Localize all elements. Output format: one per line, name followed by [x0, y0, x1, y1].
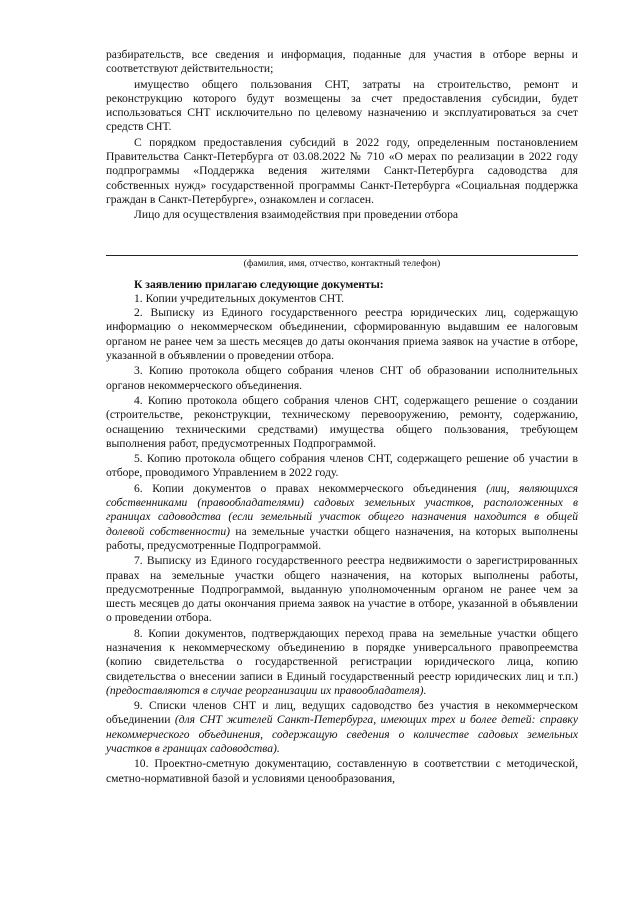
item-text: 8. Копии документов, подтверждающих переход права на земельные участки общего назначения к некоммерческому объединению в порядке универсального правопреемства (копию свидетельства о государственной регистрации юридического лица, копию свидетельства о внесении записи в Единый государственный реестр юридических лиц и т.п.) — [106, 626, 578, 683]
list-item: 3. Копию протокола общего собрания членов СНТ об образовании исполнительных органов некоммерческого объединения. — [106, 364, 578, 392]
list-item: 4. Копию протокола общего собрания членов СНТ, содержащего решение о создании (строительстве, реконструкции, техническому перевооружению, ремонту, содержанию, оснащению техническими средствами) имущества общего пользования, требующем выполнения работ, предусмотренных Подпрограммой. — [106, 393, 578, 450]
list-item: 5. Копию протокола общего собрания членов СНТ, содержащего решение об участии в отборе, проводимого Управлением в 2022 году. — [106, 452, 578, 480]
item-italic-text: (предоставляются в случае реорганизации их правообладателя). — [106, 683, 427, 697]
item-text: 9. Списки членов СНТ и лиц, ведущих садоводство без участия в некоммерческом объединении — [106, 699, 578, 727]
item-italic-text: (для СНТ жителей Санкт-Петербурга, имеющих трех и более детей: справку некоммерческого объединения, содержащую сведения о количестве садовых земельных участков в границах садоводства). — [106, 713, 578, 756]
paragraph-contact-person: Лицо для осуществления взаимодействия при проведении отбора — [134, 208, 459, 222]
list-item — [106, 627, 578, 698]
item-italic-text: (лиц, являющихся собственниками (правообладателями) садовых земельных участков, расположенных в границах садоводства (если земельный участок общего назначения находится в общей долевой собственности) — [106, 481, 578, 538]
item-text: 6. Копии документов о правах некоммерческого объединения — [134, 481, 487, 495]
paragraph-declaration-end: разбирательств, все сведения и информация, поданные для участия в отборе верны и соответствуют действительности; — [106, 48, 578, 76]
list-item: 10. Проектно-сметную документацию, составленную в соответствии с методической, сметно-нормативной базой и условиями ценообразования, — [106, 757, 578, 785]
paragraph-property-use: имущество общего пользования СНТ, затраты на строительство, ремонт и реконструкцию которого будут возмещены за счет предоставления субсидии, будет использоваться СНТ исключительно по целевому назначению и эксплуатироваться за счет средств СНТ. — [106, 77, 578, 134]
list-item: 2. Выписку из Единого государственного реестра юридических лиц, содержащую информацию о некоммерческом объединении, сформированную выдавшим ее налоговым органом не ранее чем за шесть месяцев до даты окончания приема заявок на участие в отборе, указанной в объявлении о проведении отбора. — [106, 306, 578, 363]
list-item — [106, 699, 578, 756]
signature-caption: (фамилия, имя, отчество, контактный телефон) — [243, 257, 441, 269]
contact-fill-space — [106, 223, 578, 255]
signature-line — [106, 255, 578, 256]
attachments-heading: К заявлению прилагаю следующие документы: — [134, 277, 384, 291]
list-item: 1. Копии учредительных документов СНТ. — [134, 291, 345, 305]
list-item: 7. Выписку из Единого государственного реестра недвижимости о зарегистрированных правах на земельные участки общего назначения, на которых выполнены работы, предусмотренные Подпрограммой, выданную уполномоченным органом не ранее чем за шесть месяцев до даты окончания приема заявок на участие в отборе, указанной в объявлении о проведении отбора. — [106, 554, 578, 625]
item-text: на земельные участки общего назначения, на которых выполнены работы, предусмотренные Подпрограммой. — [106, 524, 578, 552]
paragraph-subsidy-procedure: С порядком предоставления субсидий в 2022 году, определенным постановлением Правительства Санкт-Петербурга от 03.08.2022 № 710 «О мерах по реализации в 2022 году подпрограммы «Поддержка ведения жителями Санкт-Петербурга садоводства для собственных нужд» государственной программы Санкт-Петербурга «Социальная поддержка граждан в Санкт-Петербурге», ознакомлен и согласен. — [106, 135, 578, 206]
list-item — [106, 482, 578, 553]
